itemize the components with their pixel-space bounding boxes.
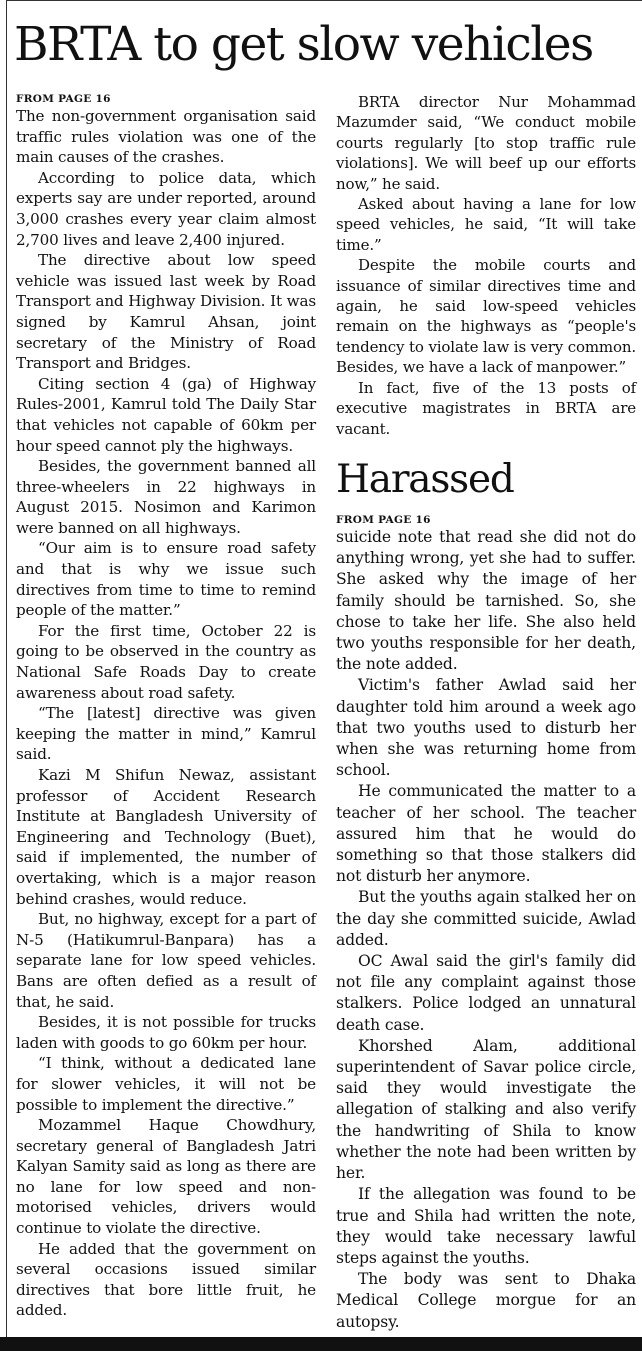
paragraph: Khorshed Alam, additional superintendent of Savar police circle, said they would investigate the allegation of stalking and also verify the handwriting of Shila to know whether the note had been written by her. [336, 1036, 636, 1183]
paragraph: But the youths again stalked her on the day she committed suicide, Awlad added. [336, 888, 636, 949]
top-rule [6, 0, 642, 1]
paragraph: BRTA director Nur Mohammad Mazumder said, “We conduct mobile courts regularly [to stop traffic rule violations]. We will beef up our efforts now,” he said. [336, 93, 636, 193]
paragraph: Citing section 4 (ga) of Highway Rules-2001, Kamrul told The Daily Star that vehicles not capable of 60km per hour speed cannot ply the highways. [16, 374, 316, 455]
paragraph: Besides, the government banned all three-wheelers in 22 highways in August 2015. Nosimon and Karimon were banned on all highways. [16, 457, 316, 537]
paragraph: If the allegation was found to be true and Shila had written the note, they would take necessary lawful steps against the youths. [336, 1185, 636, 1267]
paragraph: Kazi M Shifun Newaz, assistant professor of Accident Research Institute at Bangladesh University of Engineering and Technology (Buet), said if implemented, the number of overtaking, which is a major reason behind crashes, would reduce. [16, 766, 316, 908]
story1-column-1 [16, 92, 316, 1321]
paragraph: The directive about low speed vehicle was issued last week by Road Transport and Highway Division. It was signed by Kamrul Ahsan, joint secretary of the Ministry of Road Transport and Bridges. [16, 251, 316, 373]
paragraph: “I think, without a dedicated lane for slower vehicles, it will not be possible to implement the directive.” [16, 1054, 316, 1114]
paragraph: Victim's father Awlad said her daughter told him around a week ago that two youths used to disturb her when she was returning home from school. [336, 676, 636, 780]
paragraph: Besides, it is not possible for trucks laden with goods to go 60km per hour. [16, 1013, 316, 1052]
paragraph: In fact, five of the 13 posts of executive magistrates in BRTA are vacant. [336, 378, 636, 438]
paragraph: The non-government organisation said traffic rules violation was one of the main causes of the crashes. [16, 107, 316, 167]
headline-brta: BRTA to get slow vehicles [14, 17, 593, 72]
headline-harassed: Harassed [336, 457, 514, 502]
story1-dateline: FROM PAGE 16 [16, 93, 111, 105]
paragraph: OC Awal said the girl's family did not file any complaint against those stalkers. Police lodged an unnatural death case. [336, 952, 636, 1034]
paragraph: Mozammel Haque Chowdhury, secretary general of Bangladesh Jatri Kalyan Samity said as long as there are no lane for low speed and non-motorised vehicles, drivers would continue to violate the directive. [16, 1116, 316, 1238]
paragraph: For the first time, October 22 is going to be observed in the country as National Safe Roads Day to create awareness about road safety. [16, 621, 316, 702]
paragraph: Asked about having a lane for low speed vehicles, he said, “It will take time.” [336, 195, 636, 254]
paragraph: But, no highway, except for a part of N-5 (Hatikumrul-Banpara) has a separate lane for low speed vehicles. Bans are often defied as a result of that, he said. [16, 910, 316, 1011]
paragraph: Despite the mobile courts and issuance of similar directives time and again, he said low-speed vehicles remain on the highways as “people's tendency to violate law is very common. Besides, we have a lack of manpower.” [336, 256, 636, 377]
story1-column-2 [336, 92, 636, 439]
left-rule [6, 0, 7, 1337]
paragraph: He communicated the matter to a teacher of her school. The teacher assured him that he would do something so that those stalkers did not disturb her anymore. [336, 782, 636, 886]
paragraph: The body was sent to Dhaka Medical College morgue for an autopsy. [336, 1270, 636, 1331]
paragraph: He added that the government on several occasions issued similar directives that bore little fruit, he added. [16, 1239, 316, 1320]
paragraph: According to police data, which experts say are under reported, around 3,000 crashes every year claim almost 2,700 lives and leave 2,400 injured. [16, 168, 316, 249]
paragraph: suicide note that read she did not do anything wrong, yet she had to suffer. She asked why the image of her family should be tarnished. So, she chose to take her life. She also held two youths responsible for her death, the note added. [336, 528, 636, 674]
bottom-bar [0, 1337, 642, 1351]
paragraph: “The [latest] directive was given keeping the matter in mind,” Kamrul said. [16, 704, 316, 764]
story2-dateline: FROM PAGE 16 [336, 514, 431, 526]
story2-column [336, 513, 636, 1333]
paragraph: “Our aim is to ensure road safety and that is why we issue such directives from time to time to remind people of the matter.” [16, 539, 316, 620]
